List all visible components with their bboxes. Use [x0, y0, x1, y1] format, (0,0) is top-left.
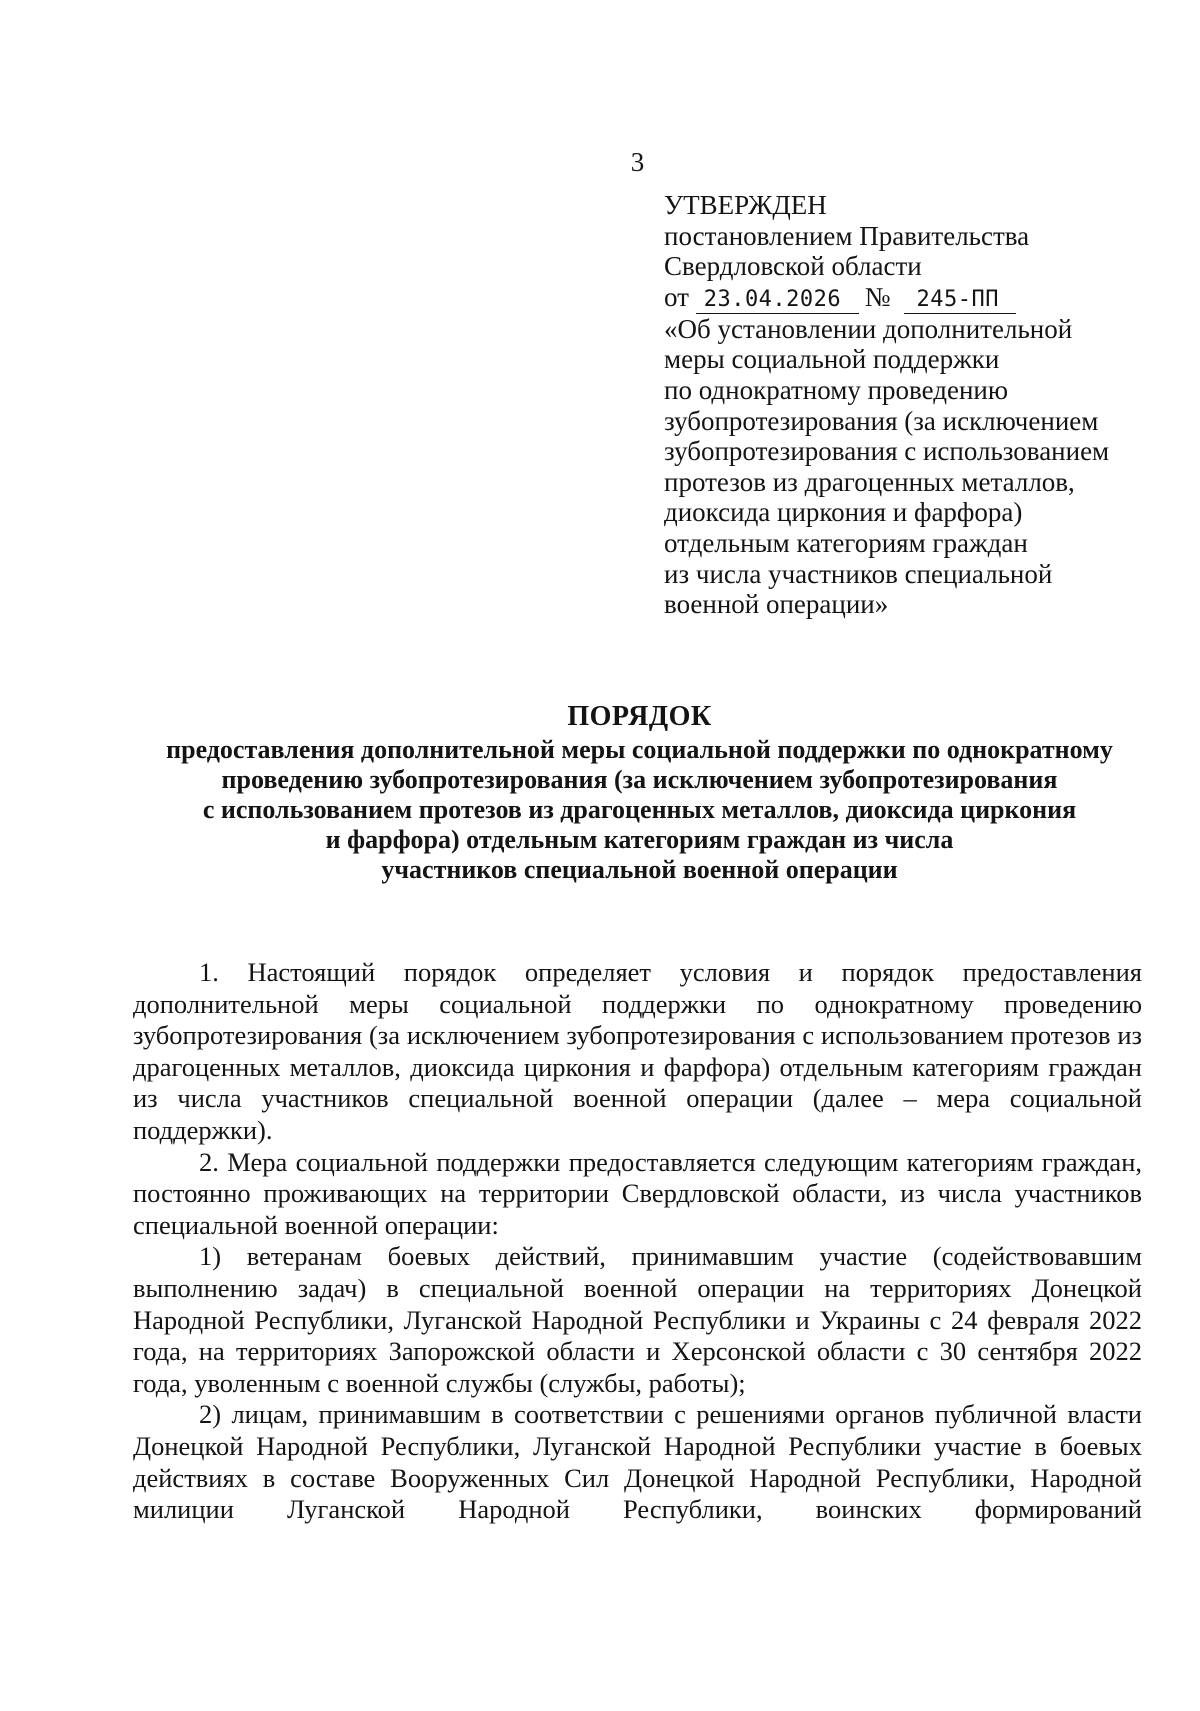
approval-title-line: отдельным категориям граждан	[664, 527, 1028, 558]
approval-title-line: меры социальной поддержки	[664, 344, 1000, 375]
approval-heading: УТВЕРЖДЕН	[664, 190, 827, 220]
page-number: 3	[630, 147, 645, 177]
document-body	[133, 957, 1142, 1526]
approval-title-line: протезов из драгоценных металлов,	[664, 466, 1075, 497]
document-title-block	[110, 700, 1169, 885]
approval-stamp-block	[664, 190, 1134, 620]
subtitle-line: предоставления дополнительной меры социальной поддержки по однократному	[166, 735, 1113, 764]
approval-title-line: «Об установлении дополнительной	[664, 313, 1073, 344]
subtitle-line: с использованием протезов из драгоценных металлов, диоксида циркония	[202, 795, 1077, 824]
paragraph-1: 1. Настоящий порядок определяет условия и порядок предоставления дополнительной меры социальной поддержки по однократному проведению зубопротезирования (за исключением зубопротезирования с использованием протезов из драгоценных металлов, диоксида циркония и фарфора) отдельным категориям граждан из числа участников специальной военной операции (далее – мера социальной поддержки).	[133, 957, 1142, 1145]
paragraph-2: 2. Мера социальной поддержки предоставляется следующим категориям граждан, постоянно проживающих на территории Свердловской области, из числа участников специальной военной операции:	[133, 1146, 1142, 1240]
document-heading: ПОРЯДОК	[567, 701, 712, 732]
approval-line-1: постановлением Правительства	[664, 220, 1030, 251]
subtitle-line: проведению зубопротезирования (за исключением зубопротезирования	[221, 765, 1058, 794]
approval-title-line: диоксида циркония и фарфора)	[664, 497, 1023, 528]
paragraph-2-item-1: 1) ветеранам боевых действий, принимавшим участие (содействовавшим выполнению задач) в специальной военной операции на территориях Донецкой Народной Республики, Луганской Народной Республики и Украины с 24 февраля 2022 года, на территориях Запорожской области и Херсонской области с 30 сентября 2022 года, уволенным с военной службы (службы, работы);	[133, 1241, 1142, 1398]
approval-line-2: Свердловской области	[664, 251, 922, 282]
approval-title-line: по однократному проведению	[664, 374, 1009, 405]
number-sign: №	[864, 281, 891, 312]
approval-title-line: из числа участников специальной	[664, 558, 1053, 589]
resolution-date: 23.04.2026	[696, 286, 859, 314]
approval-title-line: зубопротезирования с использованием	[664, 436, 1110, 467]
subtitle-line: и фарфора) отдельным категориям граждан из числа	[325, 825, 954, 854]
subtitle-line: участников специальной военной операции	[381, 855, 898, 884]
approval-title-line: зубопротезирования (за исключением	[664, 405, 1099, 436]
approval-date-number-line	[664, 282, 1134, 314]
paragraph-2-item-2: 2) лицам, принимавшим в соответствии с решениями органов публичной власти Донецкой Народной Республики, Луганской Народной Республики участие в боевых действиях в составе Вооруженных Сил Донецкой Народной Республики, Народной милиции Луганской Народной Республики, воинских формирований	[133, 1399, 1142, 1525]
document-subtitle	[110, 735, 1169, 885]
date-prefix: от	[664, 281, 689, 312]
approval-title-line: военной операции»	[664, 589, 889, 620]
resolution-number: 245-ПП	[904, 286, 1016, 314]
